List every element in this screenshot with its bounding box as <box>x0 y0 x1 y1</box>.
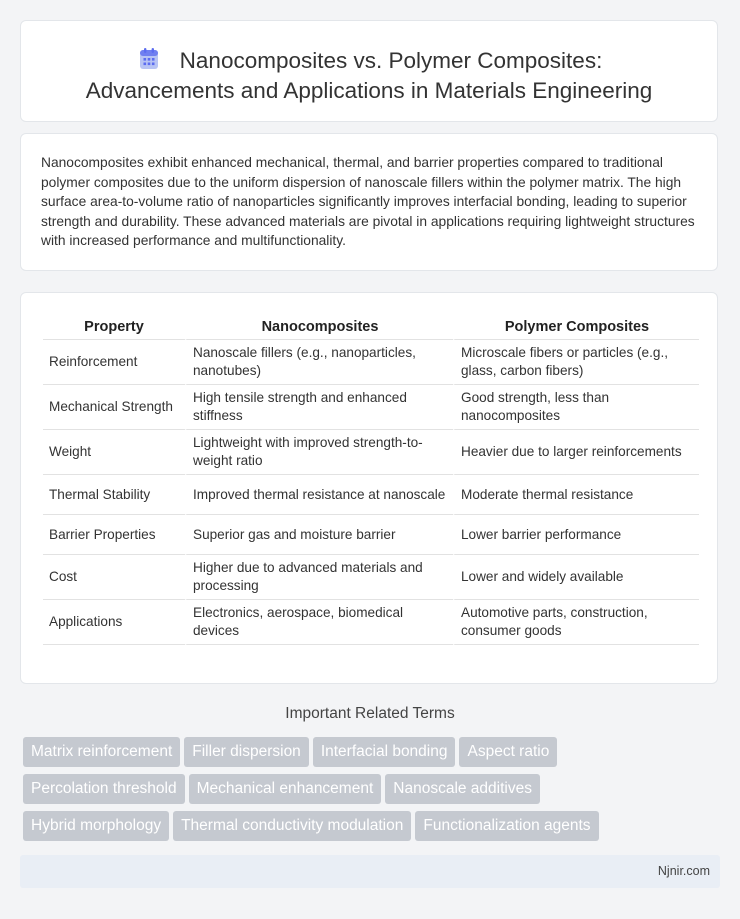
related-terms-heading: Important Related Terms <box>285 705 455 722</box>
related-term-tag[interactable]: Functionalization agents <box>415 811 598 841</box>
property-cell: Mechanical Strength <box>43 385 185 430</box>
table-row <box>43 430 699 475</box>
comparison-card <box>20 292 718 684</box>
nano-cell: Higher due to advanced materials and processing <box>185 555 453 600</box>
related-term-tag[interactable]: Filler dispersion <box>184 737 309 767</box>
related-term-tag[interactable]: Matrix reinforcement <box>23 737 180 767</box>
related-term-tag[interactable]: Nanoscale additives <box>385 774 540 804</box>
related-terms-list <box>23 737 723 848</box>
comparison-table <box>43 313 699 645</box>
header-property: Property <box>43 313 185 340</box>
table-row <box>43 340 699 385</box>
related-term-tag[interactable]: Aspect ratio <box>459 737 557 767</box>
polymer-cell: Moderate thermal resistance <box>453 475 699 515</box>
header-polymer-composites: Polymer Composites <box>453 313 699 340</box>
title-line-2: Advancements and Applications in Materials Engineering <box>85 78 653 103</box>
polymer-cell: Microscale fibers or particles (e.g., glass, carbon fibers) <box>453 340 699 385</box>
header-nanocomposites: Nanocomposites <box>185 313 453 340</box>
nano-cell: High tensile strength and enhanced stiffness <box>185 385 453 430</box>
table-row <box>43 385 699 430</box>
intro-paragraph: Nanocomposites exhibit enhanced mechanical, thermal, and barrier properties compared to traditional polymer composites due to the uniform dispersion of nanoscale fillers within the polymer matrix. The high surface area-to-volume ratio of nanoparticles significantly improves interfacial bonding, leading to superior strength and durability. These advanced materials are pivotal in applications requiring lightweight structures with increased performance and multifunctionality. <box>41 155 695 249</box>
nano-cell: Nanoscale fillers (e.g., nanoparticles, nanotubes) <box>185 340 453 385</box>
property-cell: Barrier Properties <box>43 515 185 555</box>
related-term-tag[interactable]: Percolation threshold <box>23 774 185 804</box>
nano-cell: Electronics, aerospace, biomedical devices <box>185 600 453 645</box>
nano-cell: Improved thermal resistance at nanoscale <box>185 475 453 515</box>
table-header-row <box>43 313 699 340</box>
related-term-tag[interactable]: Interfacial bonding <box>313 737 456 767</box>
table-row <box>43 555 699 600</box>
title-card <box>20 20 718 122</box>
property-cell: Applications <box>43 600 185 645</box>
nano-cell: Lightweight with improved strength-to-weight ratio <box>185 430 453 475</box>
table-row <box>43 515 699 555</box>
footer <box>20 855 720 888</box>
property-cell: Thermal Stability <box>43 475 185 515</box>
related-term-tag[interactable]: Thermal conductivity modulation <box>173 811 411 841</box>
table-row <box>43 600 699 645</box>
polymer-cell: Automotive parts, construction, consumer goods <box>453 600 699 645</box>
polymer-cell: Heavier due to larger reinforcements <box>453 430 699 475</box>
related-term-tag[interactable]: Hybrid morphology <box>23 811 169 841</box>
page-title <box>21 21 717 106</box>
table-row <box>43 475 699 515</box>
related-term-tag[interactable]: Mechanical enhancement <box>189 774 382 804</box>
polymer-cell: Lower and widely available <box>453 555 699 600</box>
polymer-cell: Good strength, less than nanocomposites <box>453 385 699 430</box>
polymer-cell: Lower barrier performance <box>453 515 699 555</box>
calendar-icon <box>136 47 162 71</box>
property-cell: Cost <box>43 555 185 600</box>
property-cell: Reinforcement <box>43 340 185 385</box>
nano-cell: Superior gas and moisture barrier <box>185 515 453 555</box>
intro-card <box>20 133 718 271</box>
title-line-1: Nanocomposites vs. Polymer Composites: <box>179 48 603 73</box>
property-cell: Weight <box>43 430 185 475</box>
footer-site-link[interactable]: Njnir.com <box>657 864 710 878</box>
